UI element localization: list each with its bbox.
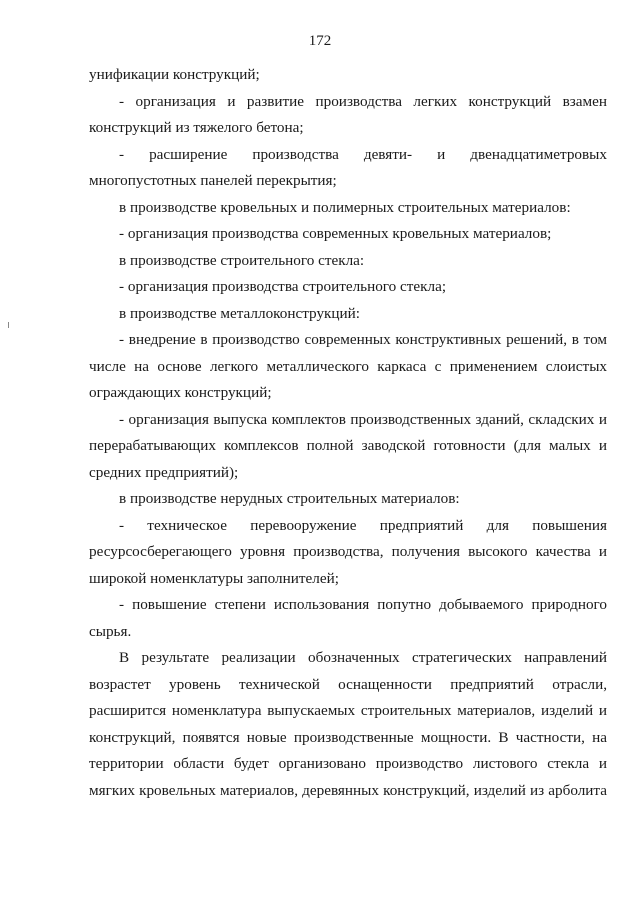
text-line: конструкций из тяжелого бетона; <box>89 119 304 136</box>
paragraph <box>89 195 607 222</box>
margin-mark <box>8 322 9 328</box>
text-line: в производстве металлоконструкций: <box>119 304 361 322</box>
paragraph <box>89 142 607 195</box>
paragraph <box>89 89 607 142</box>
text-line: перерабатывающих комплексов полной заводской готовности (для малых и <box>89 437 607 454</box>
text-line: - организация производства современных кровельных материалов; <box>119 225 552 242</box>
text-line: унификации конструкций; <box>89 66 260 83</box>
document-body <box>89 62 607 804</box>
paragraph <box>89 62 607 89</box>
paragraph <box>89 221 607 248</box>
paragraph <box>89 513 607 593</box>
text-line: конструкций, появятся новые производственные мощности. В частности, на <box>89 728 607 746</box>
text-line: - повышение степени использования попутно добываемого природного <box>119 596 607 613</box>
text-line: многопустотных панелей перекрытия; <box>89 172 337 189</box>
text-line: средних предприятий); <box>89 463 239 481</box>
paragraph <box>89 407 607 487</box>
text-line: территории области будет организовано производство листового стекла и <box>89 755 607 772</box>
text-line: в производстве нерудных строительных материалов: <box>119 490 460 507</box>
paragraph <box>89 327 607 407</box>
text-line: В результате реализации обозначенных стратегических направлений <box>119 649 607 666</box>
text-line: - расширение производства девяти- и двенадцатиметровых <box>119 145 607 163</box>
text-line: - техническое перевооружение предприятий для повышения <box>119 516 607 534</box>
text-line: широкой номенклатуры заполнителей; <box>89 569 339 587</box>
text-line: расширится номенклатура выпускаемых строительных материалов, изделий и <box>89 702 607 719</box>
text-line: возрастет уровень технической оснащенности предприятий отрасли, <box>89 675 607 693</box>
paragraph <box>89 248 607 275</box>
text-line: - организация выпуска комплектов производственных зданий, складских и <box>119 410 607 428</box>
text-line: числе на основе легкого металлического каркаса с применением слоистых <box>89 357 607 375</box>
text-line: - организация и развитие производства легких конструкций взамен <box>119 92 607 110</box>
text-line: - организация производства строительного стекла; <box>119 278 447 295</box>
paragraph <box>89 301 607 328</box>
text-line: сырья. <box>89 622 132 640</box>
paragraph <box>89 592 607 645</box>
page-number: 172 <box>308 33 332 49</box>
text-line: в производстве кровельных и полимерных строительных материалов: <box>119 198 571 216</box>
paragraph <box>89 645 607 804</box>
text-line: ресурсосберегающего уровня производства, получения высокого качества и <box>89 543 607 560</box>
text-line: в производстве строительного стекла: <box>119 251 365 269</box>
paragraph <box>89 486 607 513</box>
text-line: мягких кровельных материалов, деревянных конструкций, изделий из арболита <box>89 781 607 799</box>
text-line: ограждающих конструкций; <box>89 384 272 401</box>
paragraph <box>89 274 607 301</box>
text-line: - внедрение в производство современных конструктивных решений, в том <box>119 331 607 348</box>
